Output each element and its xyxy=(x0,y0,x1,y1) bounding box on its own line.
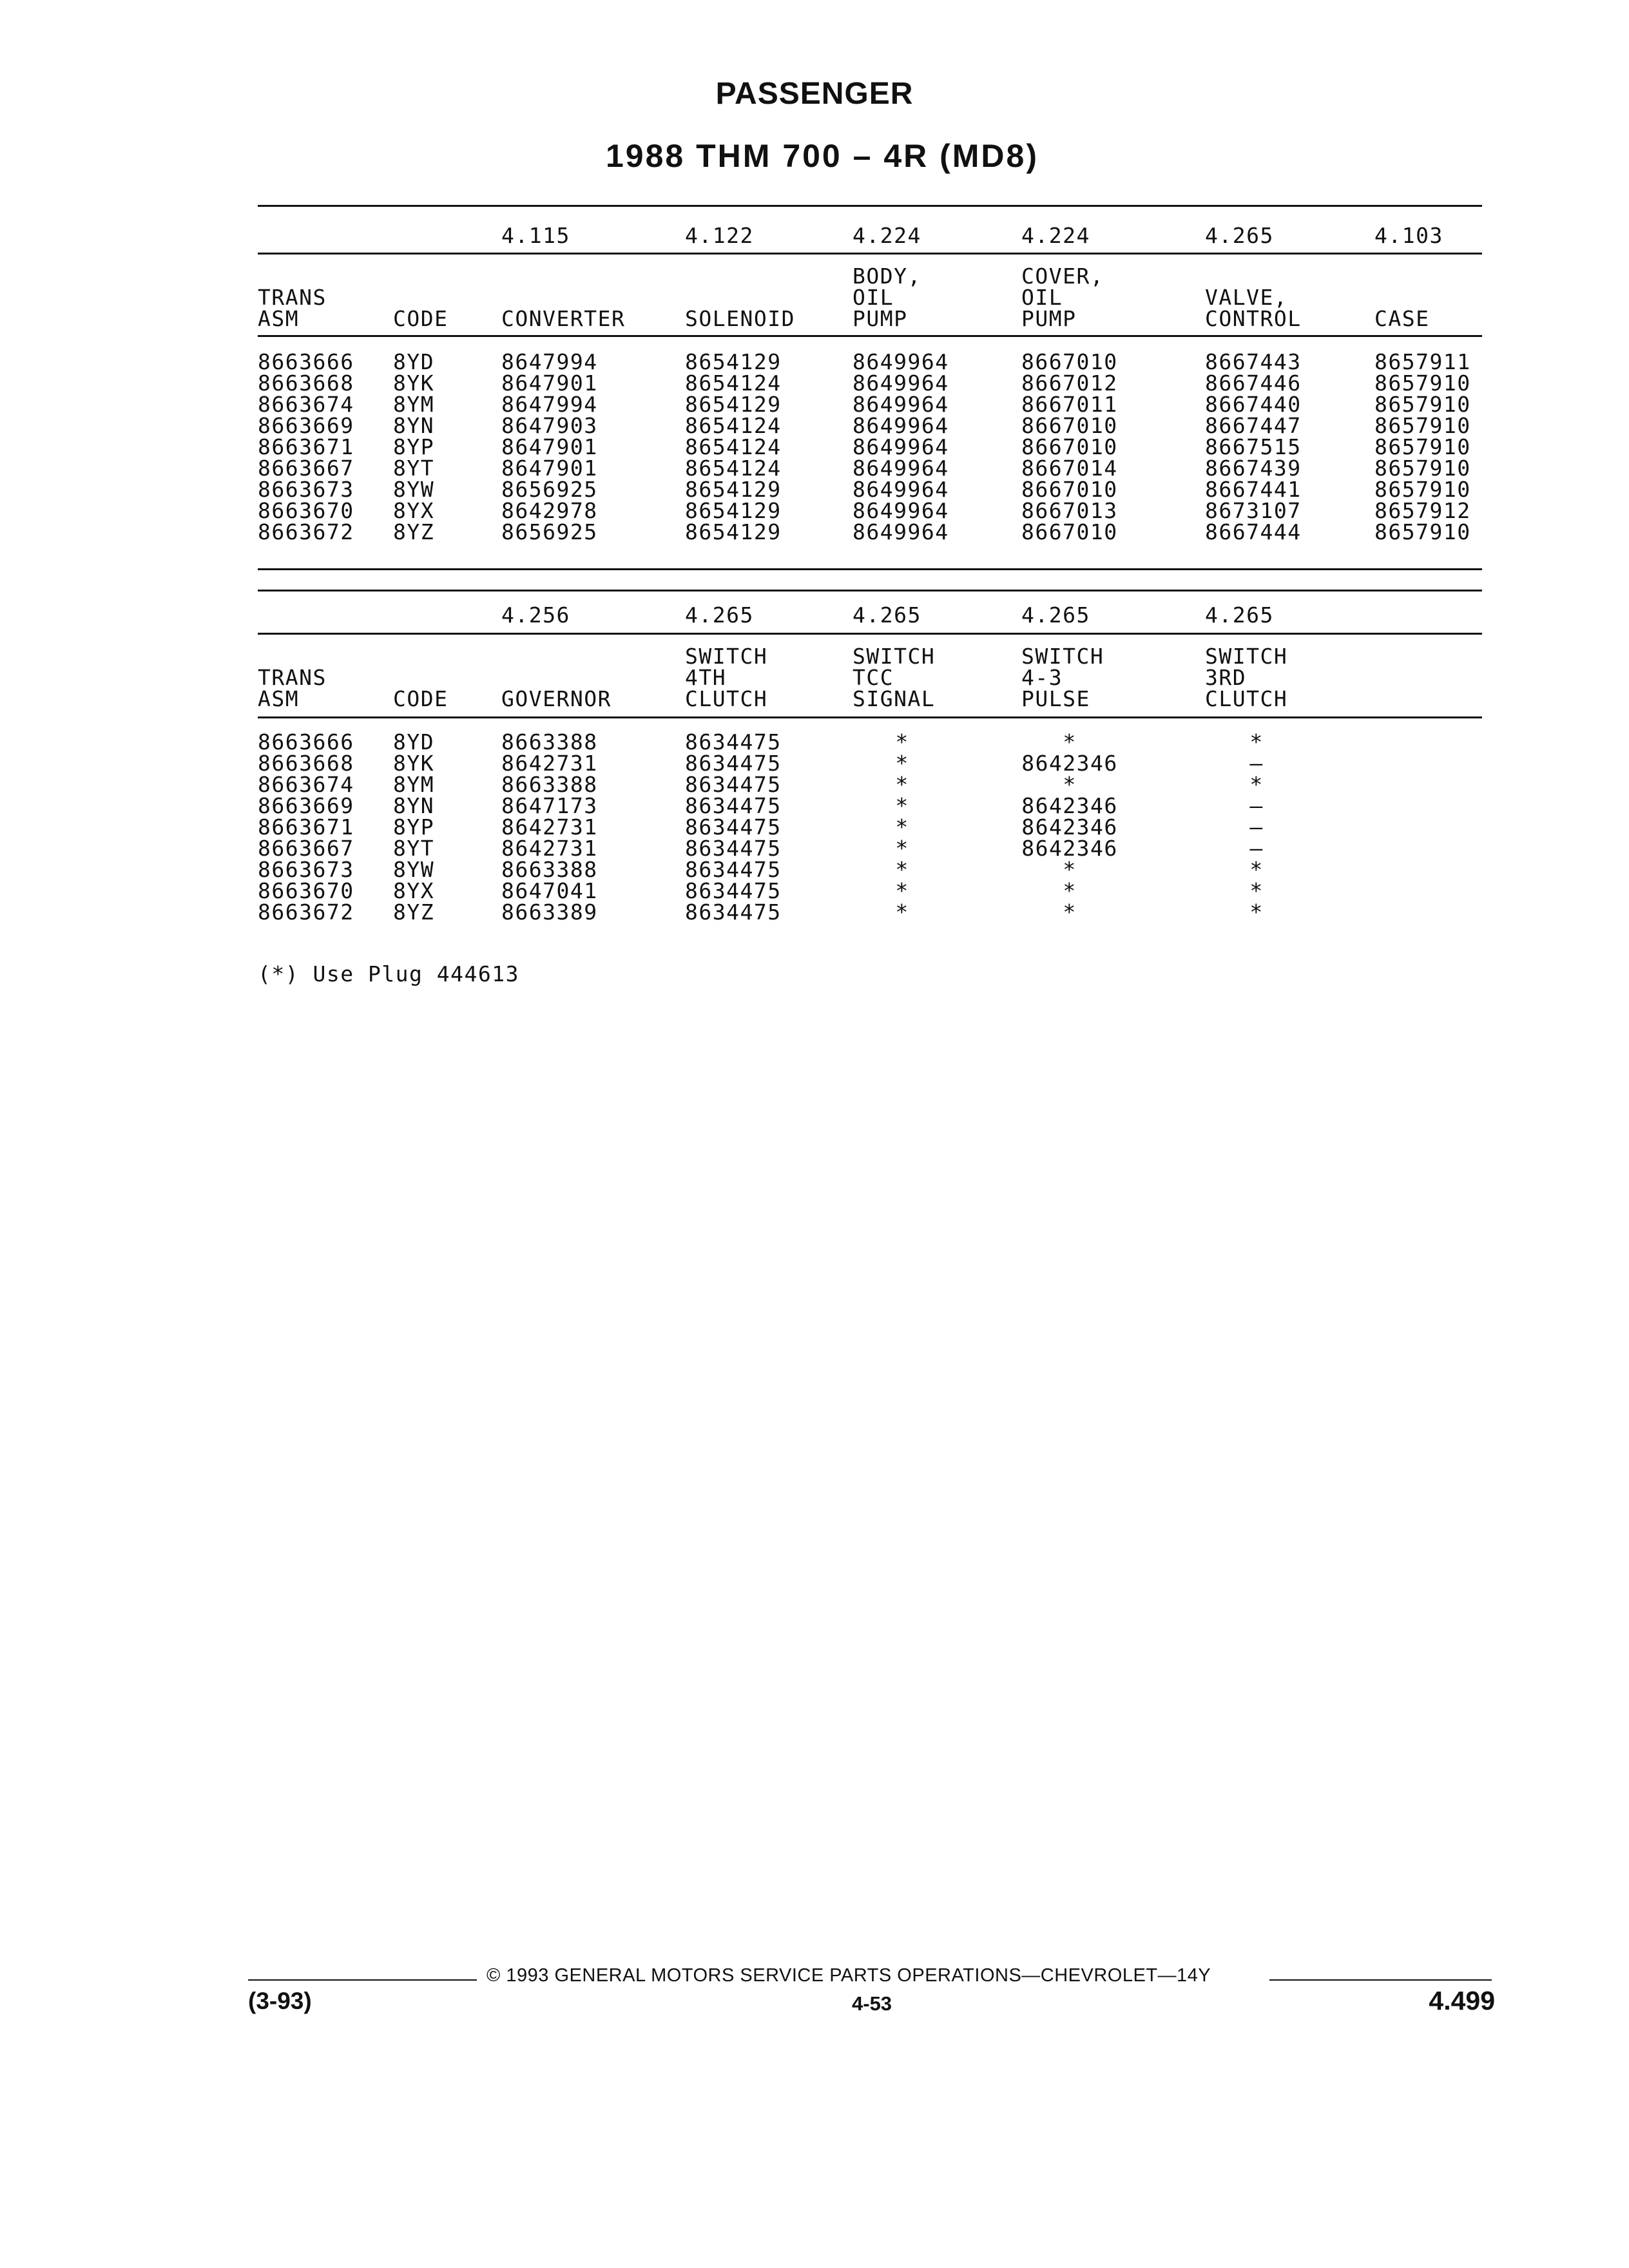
table-cell: 8663388 xyxy=(501,857,598,882)
table-cell: 8663666 xyxy=(258,729,354,754)
table-cell: 8667439 xyxy=(1205,456,1302,481)
table1-ref: 4.115 xyxy=(501,223,570,248)
table-row xyxy=(0,457,1629,479)
table-cell: 8663673 xyxy=(258,477,354,502)
table-cell: 8YT xyxy=(393,836,435,861)
table1-ref: 4.224 xyxy=(853,223,921,248)
table-cell: 8YP xyxy=(393,814,435,840)
table-cell: 8634475 xyxy=(685,729,782,754)
table2-ref: 4.256 xyxy=(501,602,570,628)
table-cell: 8647994 xyxy=(501,349,598,374)
table-cell: 8663668 xyxy=(258,751,354,776)
table-cell: 8YK xyxy=(393,370,435,396)
table-cell: 8647041 xyxy=(501,878,598,903)
table2-col-header: CODE xyxy=(393,686,448,711)
table1-top-rule xyxy=(258,205,1482,207)
table1-ref-rule xyxy=(258,253,1482,255)
table-cell: 8663672 xyxy=(258,519,354,544)
table-cell: * xyxy=(1063,772,1077,797)
table-cell: 8YZ xyxy=(393,519,435,544)
table-cell: 8657910 xyxy=(1374,456,1471,481)
table-cell: 8654124 xyxy=(685,456,782,481)
table2-col-header: SWITCH 4TH CLUTCH xyxy=(685,644,768,711)
table1-col-header: VALVE, CONTROL xyxy=(1205,285,1302,331)
table-row xyxy=(0,753,1629,774)
table-cell: 8667010 xyxy=(1021,413,1118,438)
table-cell: 8654129 xyxy=(685,498,782,523)
table1-ref-row xyxy=(0,225,1629,248)
table-cell: – xyxy=(1249,793,1264,818)
table-cell: 8YK xyxy=(393,751,435,776)
table-cell: 8657910 xyxy=(1374,413,1471,438)
table-cell: 8634475 xyxy=(685,772,782,797)
table-cell: 8YD xyxy=(393,729,435,754)
table1-col-header: BODY, OIL PUMP xyxy=(853,264,921,331)
table-cell: 8642731 xyxy=(501,751,598,776)
table-cell: 8663388 xyxy=(501,729,598,754)
table-cell: 8663389 xyxy=(501,899,598,925)
table-cell: 8657910 xyxy=(1374,434,1471,459)
table-row xyxy=(0,479,1629,500)
table-row xyxy=(0,816,1629,838)
page-subtitle: 1988 THM 700 – 4R (MD8) xyxy=(606,138,1039,174)
table-cell: 8634475 xyxy=(685,814,782,840)
table-cell: 8642346 xyxy=(1021,814,1118,840)
table-cell: 8YP xyxy=(393,434,435,459)
table-cell: 8649964 xyxy=(853,370,949,396)
table-cell: 8YT xyxy=(393,456,435,481)
table-cell: * xyxy=(1249,899,1264,925)
table-cell: 8667011 xyxy=(1021,392,1118,417)
table-cell: 8667010 xyxy=(1021,434,1118,459)
table-cell: * xyxy=(1249,878,1264,903)
table-cell: * xyxy=(1249,729,1264,754)
table1-ref: 4.265 xyxy=(1205,223,1274,248)
table-cell: * xyxy=(895,899,909,925)
table1-ref: 4.224 xyxy=(1021,223,1090,248)
footer-date: (3-93) xyxy=(248,1988,312,2014)
table-cell: 8667441 xyxy=(1205,477,1302,502)
table-cell: 8647901 xyxy=(501,456,598,481)
table-cell: 8649964 xyxy=(853,519,949,544)
table-cell: – xyxy=(1249,836,1264,861)
table-cell: * xyxy=(895,878,909,903)
table2-col-header: SWITCH TCC SIGNAL xyxy=(853,644,936,711)
table-cell: 8656925 xyxy=(501,519,598,544)
table-cell: 8649964 xyxy=(853,477,949,502)
table2-header-row xyxy=(0,646,1629,713)
table1-ref: 4.103 xyxy=(1374,223,1443,248)
table-cell: 8YN xyxy=(393,413,435,438)
table-cell: 8YX xyxy=(393,878,435,903)
table-cell: 8657910 xyxy=(1374,477,1471,502)
table-cell: 8663670 xyxy=(258,498,354,523)
footer-page-number: 4-53 xyxy=(852,1992,892,2015)
table2-top-rule xyxy=(258,590,1482,591)
table-cell: * xyxy=(1249,772,1264,797)
table-cell: 8663671 xyxy=(258,814,354,840)
table-cell: 8663672 xyxy=(258,899,354,925)
table-cell: 8642346 xyxy=(1021,836,1118,861)
table-row xyxy=(0,351,1629,372)
table-cell: * xyxy=(895,814,909,840)
table-cell: 8634475 xyxy=(685,751,782,776)
table-cell: 8YZ xyxy=(393,899,435,925)
table-cell: 8667446 xyxy=(1205,370,1302,396)
footer-rule-right xyxy=(1269,1979,1492,1981)
table1-col-header: CASE xyxy=(1374,306,1430,331)
table-cell: 8649964 xyxy=(853,434,949,459)
table-cell: 8634475 xyxy=(685,793,782,818)
table-cell: 8647901 xyxy=(501,370,598,396)
table-row xyxy=(0,731,1629,753)
table-cell: 8667010 xyxy=(1021,519,1118,544)
table2-ref: 4.265 xyxy=(853,602,921,628)
table-cell: 8663388 xyxy=(501,772,598,797)
table-cell: 8634475 xyxy=(685,836,782,861)
page-title: PASSENGER xyxy=(715,77,914,111)
table-cell: 8667440 xyxy=(1205,392,1302,417)
table1-body xyxy=(0,351,1629,543)
table-cell: * xyxy=(1063,899,1077,925)
table2-body xyxy=(0,731,1629,923)
table1-header-rule xyxy=(258,335,1482,337)
table-cell: – xyxy=(1249,814,1264,840)
table-row xyxy=(0,521,1629,543)
table-cell: 8657911 xyxy=(1374,349,1471,374)
table-row xyxy=(0,838,1629,859)
table2-ref: 4.265 xyxy=(1021,602,1090,628)
table-cell: 8663667 xyxy=(258,836,354,861)
table-cell: 8647903 xyxy=(501,413,598,438)
table-cell: 8YW xyxy=(393,857,435,882)
table-cell: 8663674 xyxy=(258,772,354,797)
table-row xyxy=(0,415,1629,436)
table-cell: 8667010 xyxy=(1021,477,1118,502)
table-cell: 8667010 xyxy=(1021,349,1118,374)
table-cell: 8647901 xyxy=(501,434,598,459)
table-cell: 8654124 xyxy=(685,370,782,396)
table2-col-header: SWITCH 4-3 PULSE xyxy=(1021,644,1104,711)
table-cell: 8657910 xyxy=(1374,370,1471,396)
table1-col-header: SOLENOID xyxy=(685,306,795,331)
footer-rule-left xyxy=(248,1979,477,1981)
table-cell: 8663671 xyxy=(258,434,354,459)
table-cell: * xyxy=(895,772,909,797)
footer-copyright: © 1993 GENERAL MOTORS SERVICE PARTS OPERATIONS—CHEVROLET—14Y xyxy=(487,1965,1211,1986)
table-cell: 8654124 xyxy=(685,434,782,459)
table-cell: 8YN xyxy=(393,793,435,818)
table-cell: 8649964 xyxy=(853,349,949,374)
table-cell: 8663673 xyxy=(258,857,354,882)
table-cell: 8656925 xyxy=(501,477,598,502)
table-row xyxy=(0,436,1629,457)
table-cell: 8642978 xyxy=(501,498,598,523)
table-cell: * xyxy=(1063,878,1077,903)
table-cell: * xyxy=(895,751,909,776)
table-cell: 8647994 xyxy=(501,392,598,417)
table-cell: 8642346 xyxy=(1021,751,1118,776)
table-cell: 8649964 xyxy=(853,456,949,481)
table-row xyxy=(0,880,1629,901)
table1-ref: 4.122 xyxy=(685,223,754,248)
table-row xyxy=(0,774,1629,795)
table-cell: 8642731 xyxy=(501,836,598,861)
table-cell: 8649964 xyxy=(853,498,949,523)
table-cell: 8654124 xyxy=(685,413,782,438)
table-cell: 8657912 xyxy=(1374,498,1471,523)
table-cell: 8667444 xyxy=(1205,519,1302,544)
table-row xyxy=(0,859,1629,880)
table-cell: 8667014 xyxy=(1021,456,1118,481)
table-cell: * xyxy=(895,729,909,754)
table1-col-header: CONVERTER xyxy=(501,306,626,331)
table-cell: 8663666 xyxy=(258,349,354,374)
table-cell: 8673107 xyxy=(1205,498,1302,523)
table-cell: 8667515 xyxy=(1205,434,1302,459)
table-cell: * xyxy=(895,793,909,818)
table-row xyxy=(0,901,1629,923)
footnote: (*) Use Plug 444613 xyxy=(258,961,519,986)
table-row xyxy=(0,394,1629,415)
table-cell: 8654129 xyxy=(685,349,782,374)
table-cell: 8654129 xyxy=(685,519,782,544)
table-cell: 8634475 xyxy=(685,857,782,882)
table-cell: 8647173 xyxy=(501,793,598,818)
table-cell: 8657910 xyxy=(1374,519,1471,544)
table-cell: 8YD xyxy=(393,349,435,374)
table-cell: 8667443 xyxy=(1205,349,1302,374)
table1-col-header: TRANS ASM xyxy=(258,285,327,331)
table-cell: 8654129 xyxy=(685,477,782,502)
table-cell: 8649964 xyxy=(853,413,949,438)
table-cell: 8663674 xyxy=(258,392,354,417)
table-cell: 8642346 xyxy=(1021,793,1118,818)
table2-col-header: GOVERNOR xyxy=(501,686,612,711)
table-cell: 8YW xyxy=(393,477,435,502)
table-cell: 8663669 xyxy=(258,793,354,818)
table2-header-rule xyxy=(258,716,1482,718)
table-cell: * xyxy=(895,836,909,861)
table1-col-header: CODE xyxy=(393,306,448,331)
table-cell: 8642731 xyxy=(501,814,598,840)
table1-bottom-rule xyxy=(258,568,1482,570)
table-cell: 8634475 xyxy=(685,878,782,903)
table1-header-row xyxy=(0,265,1629,332)
table-cell: 8663667 xyxy=(258,456,354,481)
table-cell: 8634475 xyxy=(685,899,782,925)
table-cell: 8YM xyxy=(393,772,435,797)
table-cell: 8663669 xyxy=(258,413,354,438)
table-cell: 8657910 xyxy=(1374,392,1471,417)
table2-ref: 4.265 xyxy=(685,602,754,628)
table-cell: 8YX xyxy=(393,498,435,523)
table-cell: 8667012 xyxy=(1021,370,1118,396)
table-cell: 8649964 xyxy=(853,392,949,417)
table-cell: * xyxy=(1063,729,1077,754)
table-cell: 8667447 xyxy=(1205,413,1302,438)
table2-ref-rule xyxy=(258,633,1482,635)
table-row xyxy=(0,372,1629,394)
table-cell: 8654129 xyxy=(685,392,782,417)
table2-col-header: SWITCH 3RD CLUTCH xyxy=(1205,644,1288,711)
table1-col-header: COVER, OIL PUMP xyxy=(1021,264,1104,331)
table-cell: 8663670 xyxy=(258,878,354,903)
table2-col-header: TRANS ASM xyxy=(258,665,327,711)
table-row xyxy=(0,795,1629,816)
table-cell: 8663668 xyxy=(258,370,354,396)
table-row xyxy=(0,500,1629,521)
table-cell: – xyxy=(1249,751,1264,776)
table-cell: 8667013 xyxy=(1021,498,1118,523)
table-cell: * xyxy=(895,857,909,882)
table2-ref: 4.265 xyxy=(1205,602,1274,628)
table-cell: 8YM xyxy=(393,392,435,417)
table2-ref-row xyxy=(0,604,1629,628)
footer-section-number: 4.499 xyxy=(1429,1986,1495,2015)
table-cell: * xyxy=(1249,857,1264,882)
table-cell: * xyxy=(1063,857,1077,882)
